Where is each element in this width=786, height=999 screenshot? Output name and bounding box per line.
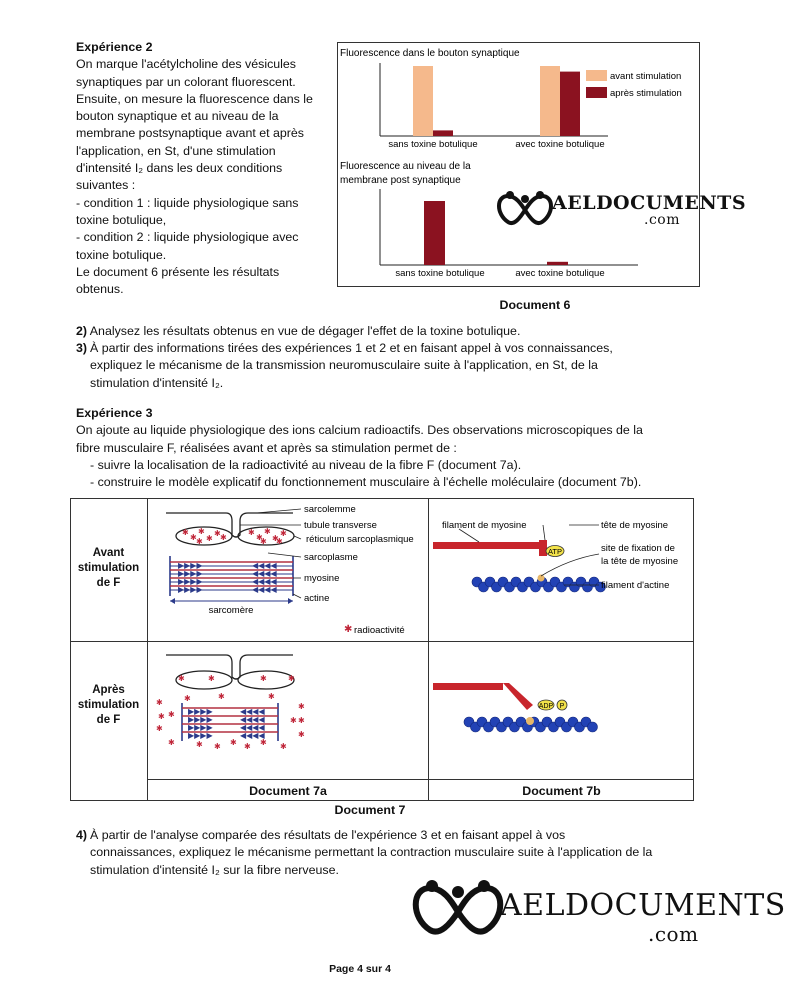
- question-4-line: connaissances, expliquez le mécanisme permettant la contraction musculaire suite à l'application de la: [90, 845, 653, 860]
- logo-small-text: AELDOCUMENTS: [552, 192, 747, 214]
- radioactivity-marker: ✱: [196, 537, 203, 546]
- radioactivity-marker: ✱: [190, 533, 197, 542]
- doc7b-apres-diagram: [429, 643, 693, 779]
- radioactivity-marker: ✱: [268, 692, 275, 701]
- radioactivity-marker: ✱: [214, 742, 221, 751]
- radioactivity-marker: ✱: [280, 529, 287, 538]
- radioactivity-marker: ✱: [260, 674, 267, 683]
- experience-3-bullet: - suivre la localisation de la radioactivité au niveau de la fibre F (document 7a).: [90, 457, 522, 472]
- radioactivity-marker: ✱: [196, 740, 203, 749]
- svg-text:◀◀◀◀: ◀◀◀◀: [240, 707, 265, 716]
- radioactivity-marker: ✱: [298, 716, 305, 725]
- document-6-caption: Document 6: [499, 298, 571, 312]
- svg-text:P: P: [559, 703, 565, 710]
- label-tete-myosine: tête de myosine: [601, 520, 669, 531]
- radioactivity-marker: ✱: [260, 738, 267, 747]
- row-label-apres: Après stimulation de F: [77, 684, 140, 726]
- doc7a-apres-diagram: [148, 643, 428, 779]
- experience-2-line: bouton synaptique et au niveau de la: [76, 109, 279, 124]
- logo-knot-icon-large: [408, 878, 508, 942]
- radioactivity-marker: ✱: [206, 534, 213, 543]
- experience-2-line: Ensuite, on mesure la fluorescence dans le: [76, 91, 313, 106]
- experience-3-line: On ajoute au liquide physiologique des ions calcium radioactifs. Des observations microscopiques de la: [76, 423, 643, 438]
- radioactivity-marker: ✱: [168, 738, 175, 747]
- svg-text:ADP: ADP: [538, 703, 554, 710]
- myosin-head-bent: [503, 683, 533, 710]
- svg-text:◀◀◀◀: ◀◀◀◀: [240, 723, 265, 732]
- document-6-frame: [337, 42, 747, 287]
- label-filament-myosine: filament de myosine: [442, 520, 527, 531]
- chart2-bar-apres-1: [424, 201, 445, 265]
- myosin-filament-apres: [433, 683, 503, 690]
- logo-large-sub: .com: [648, 922, 699, 946]
- logo-watermark-small: [494, 190, 747, 232]
- myosin-filament: [433, 542, 539, 549]
- legend-apres-label: après stimulation: [610, 88, 682, 99]
- svg-text:▶▶▶▶: ▶▶▶▶: [188, 723, 213, 732]
- radioactivity-marker: ✱: [256, 533, 263, 542]
- radioactivity-marker: ✱: [298, 702, 305, 711]
- radioactivity-marker: ✱: [214, 529, 221, 538]
- radioactivity-marker: ✱: [230, 738, 237, 747]
- chart2-cat-2: avec toxine botulique: [515, 268, 605, 279]
- chart1-title: Fluorescence dans le bouton synaptique: [340, 48, 520, 59]
- page-number: Page 4 sur 4: [329, 963, 391, 975]
- radioactivity-marker: ✱: [290, 716, 297, 725]
- svg-text:▶▶▶▶: ▶▶▶▶: [188, 731, 213, 740]
- question-2-text: Analysez les résultats obtenus en vue de dégager l'effet de la toxine botulique.: [89, 324, 521, 338]
- document-7-caption: Document 7: [334, 803, 406, 817]
- label-site-fixation-1: site de fixation de: [601, 543, 675, 554]
- question-4: [76, 827, 687, 879]
- svg-text:◀◀◀◀: ◀◀◀◀: [240, 715, 265, 724]
- label-myosine: myosine: [304, 573, 340, 584]
- experience-2-line: Le document 6 présente les résultats: [76, 264, 280, 279]
- experience-2: [76, 39, 328, 298]
- svg-text:▶▶▶▶: ▶▶▶▶: [178, 561, 203, 570]
- radioactivity-marker: ✱: [264, 527, 271, 536]
- experience-2-line: - condition 2 : liquide physiologique avec: [76, 230, 299, 245]
- label-sarcoplasme: sarcoplasme: [304, 552, 358, 563]
- chart2-bar-apres-2: [547, 262, 568, 265]
- svg-text:▶▶▶▶: ▶▶▶▶: [178, 569, 203, 578]
- doc7a-avant-diagram: [148, 499, 428, 641]
- experience-2-line: synaptiques par un colorant fluorescent.: [76, 74, 296, 89]
- radioactivity-marker: ✱: [218, 692, 225, 701]
- chart1-bar-apres-2: [560, 72, 580, 136]
- svg-text:◀◀◀◀: ◀◀◀◀: [252, 569, 277, 578]
- caption-7b: Document 7b: [522, 784, 601, 798]
- logo-watermark-large: [408, 878, 786, 946]
- experience-2-line: - condition 1 : liquide physiologique sans: [76, 195, 299, 210]
- question-3-number: 3): [76, 341, 88, 355]
- radioactivity-marker: ✱: [182, 528, 189, 537]
- chart1-bar-avant-1: [413, 66, 433, 136]
- row-label-avant: Avant stimulation de F: [77, 547, 140, 589]
- radioactivity-marker: ✱: [288, 674, 295, 683]
- legend-avant-swatch: [586, 70, 607, 81]
- chart2-title-line-2: membrane post synaptique: [340, 175, 461, 186]
- radioactivity-marker: ✱: [244, 742, 251, 751]
- label-radioactivite: radioactivité: [354, 625, 405, 636]
- label-reticulum: réticulum sarcoplasmique: [306, 534, 414, 545]
- radioactivity-marker: ✱: [156, 698, 163, 707]
- radioactivity-marker: ✱: [184, 694, 191, 703]
- experience-2-line: obtenus.: [76, 282, 124, 297]
- label-sarcomere: sarcomère: [208, 605, 254, 616]
- experience-2-line: l'application, en St, d'une stimulation: [76, 143, 276, 158]
- svg-text:◀◀◀◀: ◀◀◀◀: [252, 577, 277, 586]
- experience-2-line: toxine botulique,: [76, 212, 167, 227]
- question-4-text: [90, 827, 687, 879]
- radioactivity-marker: ✱: [298, 730, 305, 739]
- chart1-bar-apres-1: [433, 130, 453, 136]
- svg-text:▶▶▶▶: ▶▶▶▶: [188, 707, 213, 716]
- label-tubule: tubule transverse: [304, 520, 377, 531]
- question-2: [76, 323, 687, 340]
- radioactivity-marker: ✱: [198, 527, 205, 536]
- question-2-number: 2): [76, 324, 88, 338]
- chart1-cat-1: sans toxine botulique: [388, 139, 478, 150]
- radioactivity-marker: ✱: [280, 742, 287, 751]
- experience-3-bullets: [90, 457, 687, 492]
- chart2-title-line-1: Fluorescence au niveau de la: [340, 161, 471, 172]
- actin-bead: [588, 722, 598, 732]
- experience-2-line: d'intensité I₂ dans les deux conditions: [76, 161, 283, 176]
- label-site-fixation-2: la tête de myosine: [601, 556, 679, 567]
- radioactivity-marker: ✱: [220, 533, 227, 542]
- radioactivity-marker: ✱: [156, 724, 163, 733]
- question-3-line: stimulation d'intensité I₂.: [90, 375, 224, 390]
- question-4-line: stimulation d'intensité I₂ sur la fibre nerveuse.: [90, 862, 339, 877]
- label-filament-actine: filament d'actine: [601, 580, 670, 591]
- myosin-head: [539, 540, 547, 556]
- logo-small-sub: .com: [644, 212, 680, 228]
- experience-3-bullet: - construire le modèle explicatif du fonctionnement musculaire à l'échelle moléculaire (document 7b).: [90, 475, 642, 490]
- question-3-line: expliquez le mécanisme de la transmission neuromusculaire suite à l'application, en St, de la: [90, 358, 598, 373]
- document-6-charts: [338, 43, 699, 286]
- radioactivity-icon: ✱: [344, 624, 353, 635]
- radioactivity-marker: ✱: [158, 712, 165, 721]
- chart1-cat-2: avec toxine botulique: [515, 139, 605, 150]
- chart1-bar-avant-2: [540, 66, 560, 136]
- radioactivity-marker: ✱: [272, 534, 279, 543]
- svg-text:◀◀◀◀: ◀◀◀◀: [252, 561, 277, 570]
- experience-2-line: suivantes :: [76, 178, 136, 193]
- legend-avant-label: avant stimulation: [610, 71, 682, 82]
- question-4-number: 4): [76, 828, 88, 842]
- experience-3-line: fibre musculaire F, réalisées avant et après sa stimulation permet de :: [76, 440, 457, 455]
- experience-3-text: [76, 422, 687, 457]
- document-7-table: [70, 498, 694, 801]
- experience-2-title: Expérience 2: [76, 40, 153, 54]
- experience-2-line: toxine botulique.: [76, 247, 167, 262]
- label-actine: actine: [304, 593, 330, 604]
- question-3-line: À partir des informations tirées des expériences 1 et 2 et en faisant appel à vos connaissances,: [90, 341, 613, 355]
- experience-2-line: On marque l'acétylcholine des vésicules: [76, 57, 297, 72]
- svg-text:▶▶▶▶: ▶▶▶▶: [178, 577, 203, 586]
- question-3: [76, 340, 687, 392]
- logo-large-text: AELDOCUMENTS: [500, 888, 786, 923]
- legend-apres-swatch: [586, 87, 607, 98]
- question-4-line: À partir de l'analyse comparée des résultats de l'expérience 3 et en faisant appel à vos: [90, 828, 566, 842]
- radioactivity-marker: ✱: [276, 537, 283, 546]
- experience-3-title: Expérience 3: [76, 406, 153, 420]
- doc7b-avant-diagram: [429, 499, 693, 641]
- chart2-cat-1: sans toxine botulique: [395, 268, 485, 279]
- svg-text:▶▶▶▶: ▶▶▶▶: [188, 715, 213, 724]
- radioactivity-marker: ✱: [248, 528, 255, 537]
- radioactivity-marker: ✱: [178, 674, 185, 683]
- caption-7a: Document 7a: [249, 784, 327, 798]
- radioactivity-marker: ✱: [208, 674, 215, 683]
- radioactivity-marker: ✱: [168, 710, 175, 719]
- experience-3: [76, 405, 687, 491]
- logo-knot-icon: [494, 190, 556, 228]
- svg-text:◀◀◀◀: ◀◀◀◀: [252, 585, 277, 594]
- question-3-text: [90, 340, 687, 392]
- radioactivity-marker: ✱: [260, 537, 267, 546]
- svg-text:◀◀◀◀: ◀◀◀◀: [240, 731, 265, 740]
- label-sarcolemme: sarcolemme: [304, 504, 356, 515]
- svg-text:▶▶▶▶: ▶▶▶▶: [178, 585, 203, 594]
- experience-2-text: [76, 56, 328, 298]
- svg-text:ATP: ATP: [547, 547, 563, 556]
- experience-2-line: membrane postsynaptique avant et après: [76, 126, 304, 141]
